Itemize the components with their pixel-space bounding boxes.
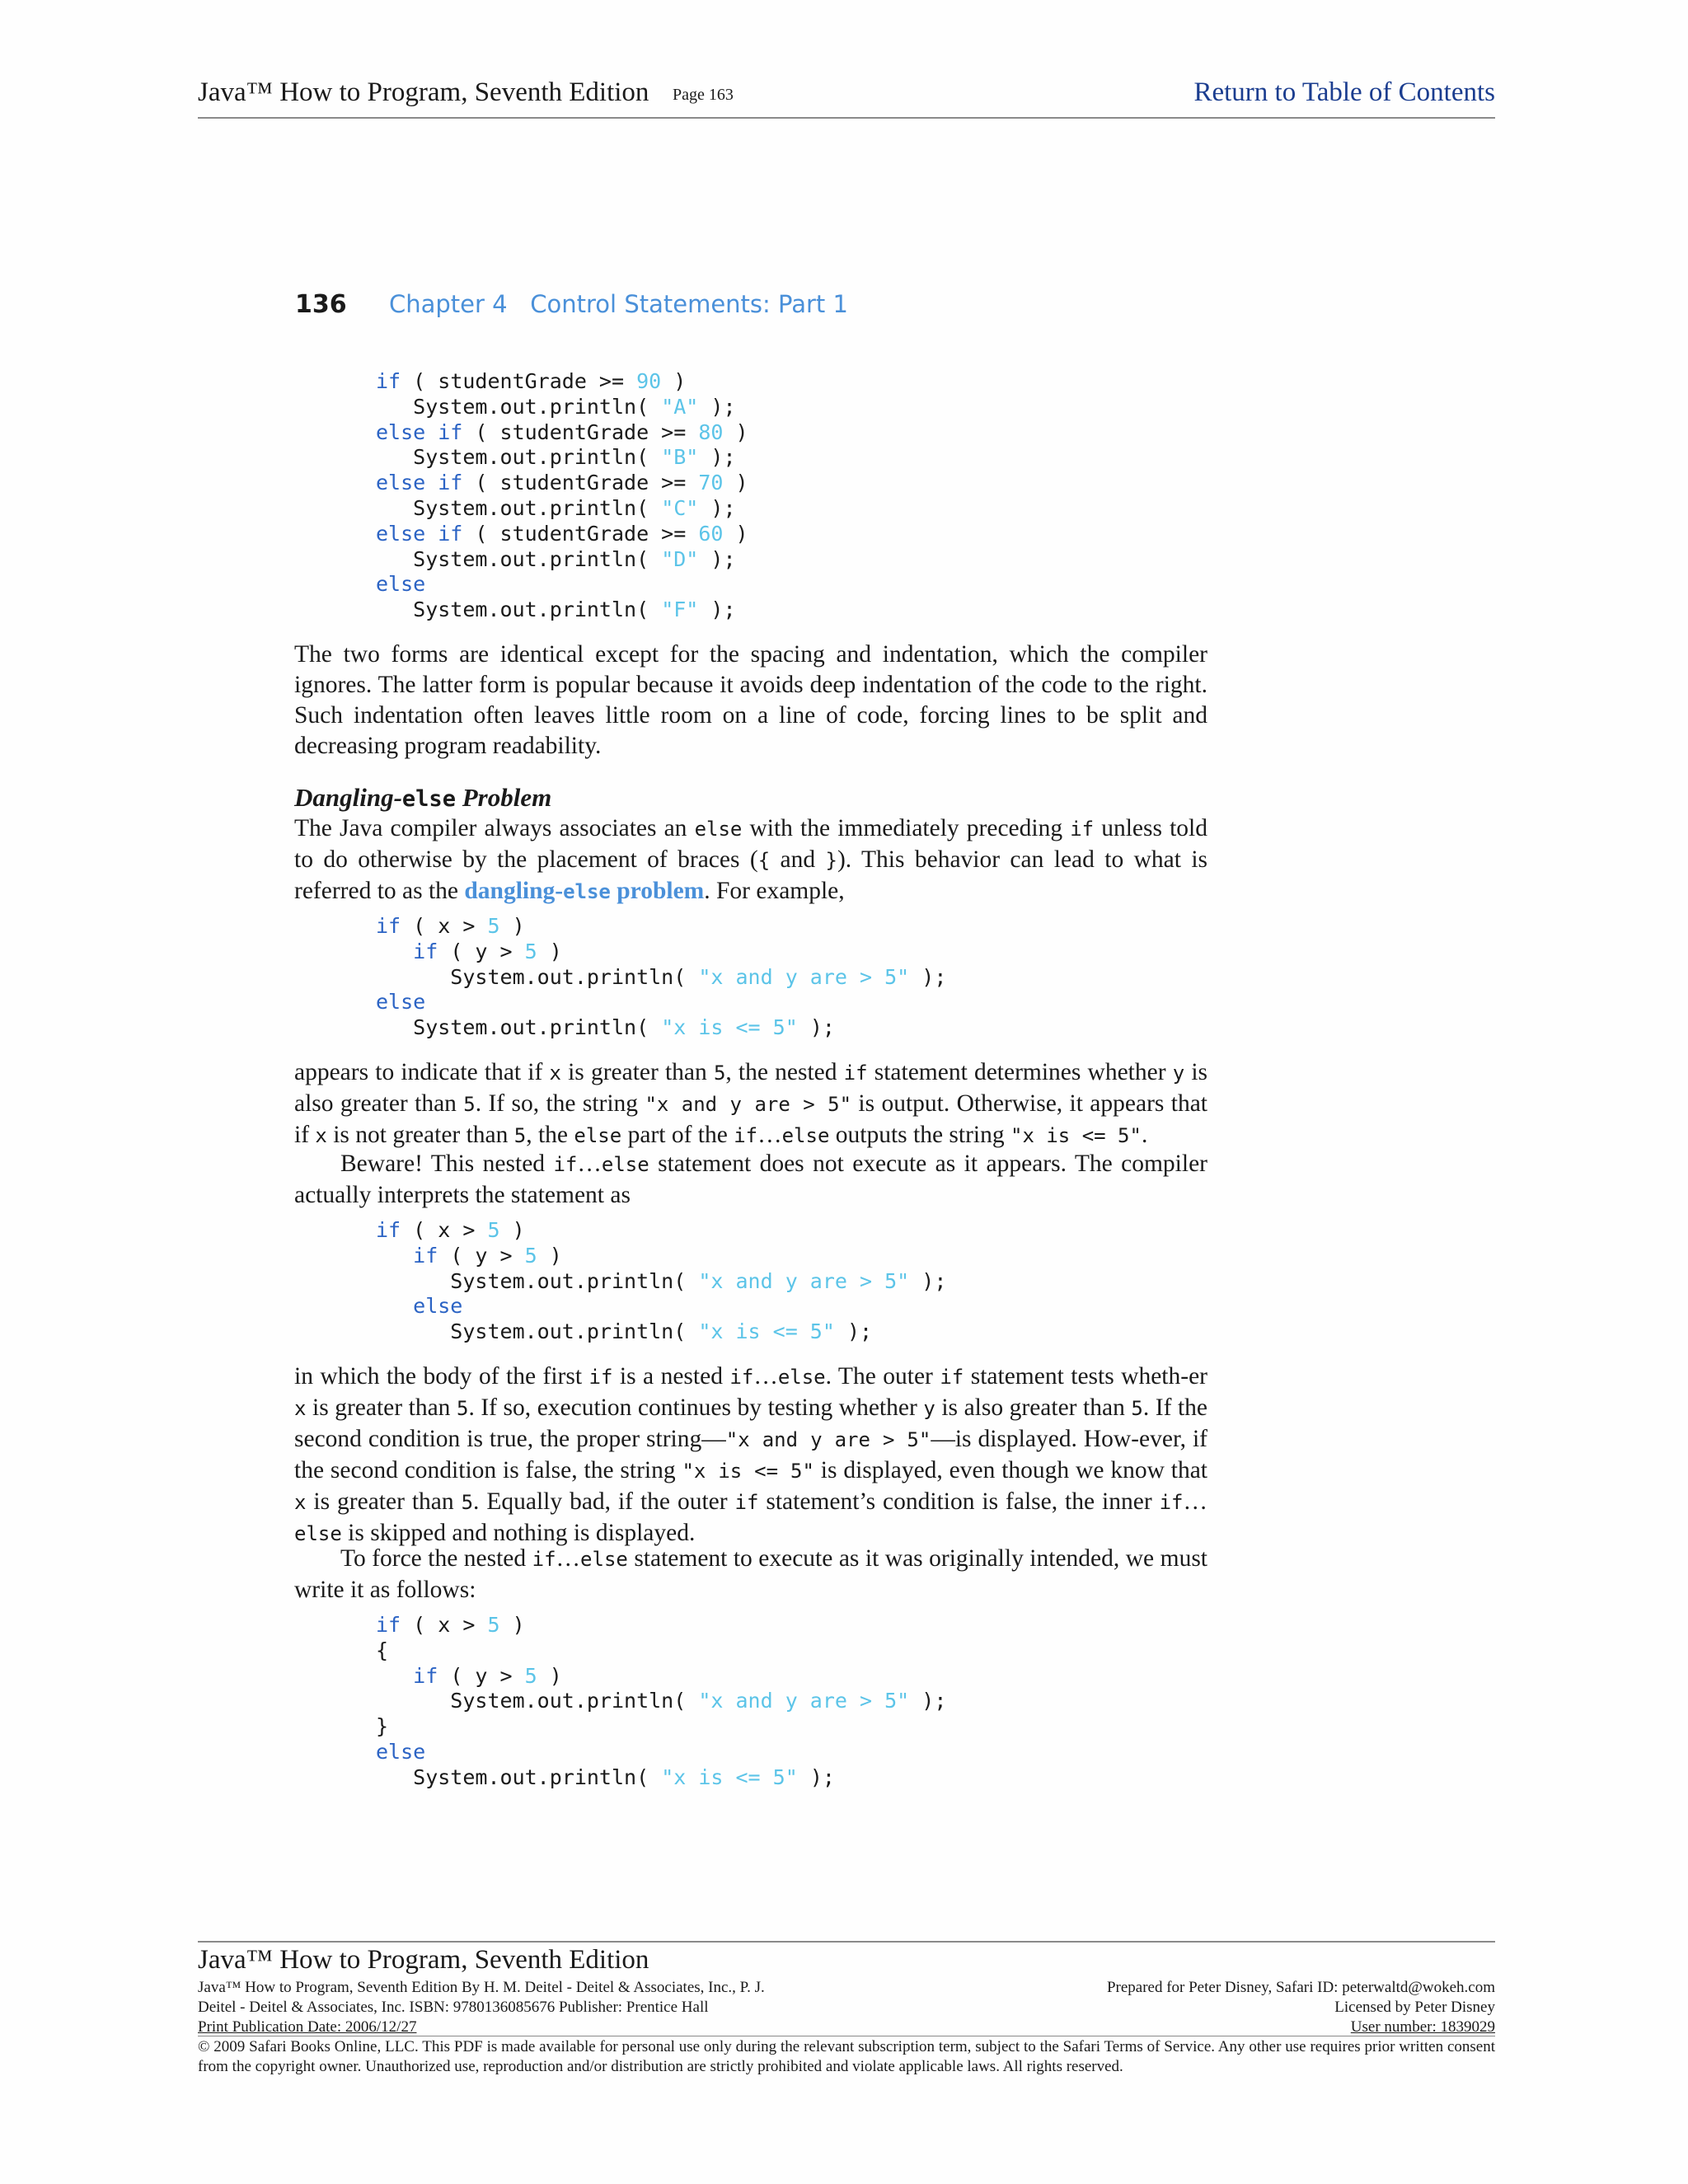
paragraph-beware: Beware! This nested if…else statement does not execute as it appears. The compiler actually interprets the statement as [294, 1151, 1207, 1208]
code-line: else [413, 1294, 463, 1319]
code-line: System.out.println( "x is <= 5" ); [376, 1319, 873, 1344]
code-line: } [376, 1714, 389, 1739]
code-line: if ( x > 5 ) [376, 914, 525, 938]
page-label: Page 163 [673, 86, 734, 104]
paragraph-nested-body: in which the body of the first if is a nested if…else. The outer if statement tests wheth-er x is greater than 5. If so, execution continues by testing whether y is also greater than 5. If the second condition is true, the proper string—"x and y are > 5"—is displayed. How-ever, if the second condition is false, the string "x is <= 5" is displayed, even though we know that x is greater than 5. Equally bad, if the outer if statement’s condition is false, the inner if…else is skipped and nothing is displayed. [294, 1363, 1208, 1546]
code-line: if ( y > 5 ) [413, 939, 562, 963]
code-line: System.out.println( "x and y are > 5" ); [376, 1689, 947, 1713]
chapter-running-head [389, 290, 848, 318]
code-line: System.out.println( "x is <= 5" ); [376, 1015, 835, 1040]
code-line: System.out.println( "x and y are > 5" ); [376, 964, 947, 989]
code-line: if ( studentGrade >= 90 ) [376, 369, 687, 393]
heading-code: else [401, 786, 456, 812]
code-block-dangling-example [376, 914, 946, 1041]
code-block-compiler-interpretation [376, 1218, 946, 1345]
code-line: if ( x > 5 ) [376, 1613, 525, 1637]
code-block-grade-if-else [376, 369, 748, 623]
footer-licensed-by: Licensed by Peter Disney [1334, 1999, 1495, 2016]
section-heading [294, 783, 551, 813]
code-line: if ( y > 5 ) [413, 1663, 562, 1688]
paragraph-force-nested: To force the nested if…else statement to execute as it was originally intended, we must write it as follows: [294, 1545, 1207, 1603]
book-title: Java™ How to Program, Seventh Edition [198, 77, 649, 107]
code-line: else [376, 1739, 426, 1764]
footer-isbn: Deitel - Deitel & Associates, Inc. ISBN: 9780136085676 Publisher: Prentice Hall [198, 1999, 709, 2016]
chapter-label: Chapter 4 [389, 290, 508, 318]
paragraph-dangling-else-intro: The Java compiler always associates an else with the immediately preceding if unless told to do otherwise by the placement of braces ({ and }). This behavior can lead to what is referred to as the dangling-else problem. For example, [294, 815, 1208, 904]
chapter-title: Control Statements: Part 1 [530, 290, 848, 318]
footer-user-number: User number: 1839029 [1350, 2018, 1495, 2036]
table-of-contents-link[interactable]: Return to Table of Contents [1193, 77, 1495, 107]
code-line: else if ( studentGrade >= 80 ) [376, 419, 748, 444]
code-line: System.out.println( "C" ); [376, 495, 736, 520]
code-line: if ( x > 5 ) [376, 1218, 525, 1242]
code-line: else if ( studentGrade >= 70 ) [376, 471, 748, 495]
heading-text-pre: Dangling- [294, 783, 402, 812]
footer-copyright: © 2009 Safari Books Online, LLC. This PDF is made available for personal use only during the relevant subscription term, subject to the Safari Terms of Service. Any other use requires prior written consent from the copyright owner. Unauthorized use, reproduction and/or distribution are strictly prohibited and violate applicable laws. All rights reserved. [198, 2038, 1495, 2075]
code-line: System.out.println( "A" ); [376, 394, 736, 419]
code-line: { [376, 1638, 389, 1662]
code-line: System.out.println( "x and y are > 5" ); [376, 1268, 947, 1293]
key-term-dangling-else: dangling-else problem [464, 878, 705, 904]
code-line: else [376, 572, 426, 597]
footer-print-date: Print Publication Date: 2006/12/27 [198, 2018, 417, 2036]
code-line: else if ( studentGrade >= 60 ) [376, 521, 748, 546]
footer-publication-info [198, 1978, 765, 2037]
paragraph-forms-identical: The two forms are identical except for the spacing and indentation, which the compiler ignores. The latter form is popular because it avoids deep indentation of the code to the right. Such indentation often leaves little room on a line of code, forcing lines to be split and decreasing program readability. [294, 641, 1207, 759]
page-number: 136 [295, 290, 347, 319]
footer-divider-top [198, 1941, 1495, 1943]
paragraph-appears-to-indicate: appears to indicate that if x is greater than 5, the nested if statement determines whether y is also greater than 5. If so, the string "x and y are > 5" is output. Otherwise, it appears that if x is not greater than 5, the else part of the if…else outputs the string "x is <= 5". [294, 1059, 1208, 1148]
header-divider [198, 117, 1495, 119]
heading-text-post: Problem [455, 783, 552, 812]
code-line: System.out.println( "D" ); [376, 546, 736, 571]
code-line: if ( y > 5 ) [413, 1243, 562, 1268]
footer-license-info [1107, 1978, 1495, 2037]
code-line: System.out.println( "x is <= 5" ); [376, 1765, 835, 1789]
footer-book-title: Java™ How to Program, Seventh Edition [198, 1945, 649, 1975]
code-line: else [376, 990, 426, 1015]
code-line: System.out.println( "B" ); [376, 445, 736, 470]
footer-authors: Java™ How to Program, Seventh Edition By H. M. Deitel - Deitel & Associates, Inc., P. J. [198, 1979, 765, 1996]
code-line: System.out.println( "F" ); [376, 598, 736, 622]
code-block-braces-fix [376, 1613, 946, 1791]
footer-prepared-for: Prepared for Peter Disney, Safari ID: peterwaltd@wokeh.com [1106, 1979, 1495, 1996]
